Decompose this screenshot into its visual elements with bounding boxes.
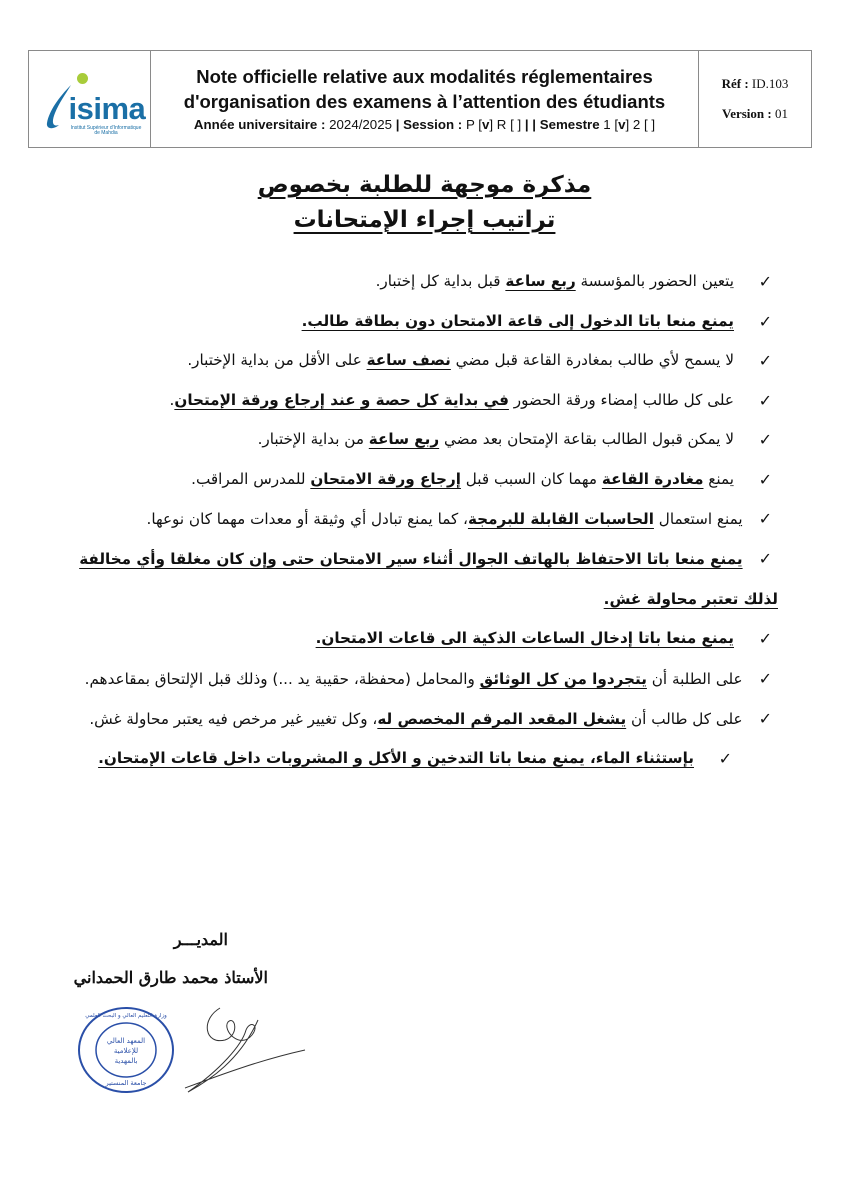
version-line [722, 106, 788, 122]
rule-emphasis: مغادرة القاعة [601, 469, 704, 488]
stamp-line-3: بالمهدية [114, 1057, 138, 1065]
logo-cell [29, 51, 151, 147]
rule-emphasis: في بداية كل حصة و عند إرجاع ورقة الإمتحان [174, 390, 509, 409]
handwritten-signature-icon [180, 1000, 310, 1100]
rule-emphasis: الحاسبات القابلة للبرمجة [467, 510, 654, 528]
rule-emphasis: بإستثناء الماء، يمنع منعا باتا التدخين و الأكل و المشروبات داخل قاعات الإمتحان. [98, 748, 694, 767]
session-p-mark: v [481, 116, 490, 132]
check-icon: ✓ [758, 668, 772, 688]
semestre-1: 1 [603, 116, 611, 132]
check-icon: ✓ [758, 311, 772, 331]
ref-line [722, 76, 789, 92]
rule-emphasis: يمنع منعا باتا الدخول إلى قاعة الامتحان دون بطاقة طالب. [301, 311, 734, 330]
isima-logo [35, 59, 145, 139]
rule-item [70, 302, 778, 342]
logo-wordmark: isima [68, 91, 146, 126]
version-value: 01 [774, 106, 788, 121]
ref-value: ID.103 [751, 76, 789, 91]
rule-text: على الأقل من بداية الإختبار. [187, 351, 367, 369]
rule-text: من بداية الإختبار. [257, 430, 369, 448]
rule-emphasis: يشغل المقعد المرقم المخصص له [377, 709, 627, 728]
check-icon: ✓ [758, 469, 772, 489]
document-header [28, 50, 812, 148]
rule-emphasis: يمنع منعا باتا الاحتفاظ بالهاتف الجوال أثناء سير الامتحان حتى وإن كان مغلقا وأي مخالفة لذلك تعتبر محاولة غش. [79, 550, 778, 608]
rule-emphasis: يمنع منعا باتا إدخال الساعات الذكية الى قاعات الامتحان. [315, 629, 734, 647]
rule-item [70, 539, 778, 619]
stamp-line-2: للإعلامية [113, 1047, 139, 1055]
director-name: الأستاذ محمد طارق الحمداني [73, 968, 268, 987]
semestre-1-mark: v [618, 116, 626, 132]
rule-item [70, 420, 778, 460]
rule-text: قبل بداية كل إختبار. [375, 272, 506, 290]
rule-item [70, 460, 778, 500]
rule-text: للمدرس المراقب. [191, 469, 311, 488]
rule-text: على كل طالب أن [626, 709, 743, 728]
session-p: P [465, 116, 475, 132]
header-title-cell [151, 51, 699, 147]
year-value: 2024/2025 [329, 116, 392, 132]
rule-text: لا يمكن قبول الطالب بقاعة الإمتحان بعد مضي [439, 430, 734, 448]
rule-item [70, 619, 778, 659]
year-label: Année universitaire : [193, 116, 326, 132]
rule-text: مهما كان السبب قبل [460, 469, 602, 488]
stamp-outer-text: وزارة التعليم العالي و البحث العلمي [85, 1013, 167, 1019]
check-icon: ✓ [718, 748, 732, 768]
header-title-line2: d'organisation des examens à l’attention des étudiants [183, 90, 666, 112]
rule-item [70, 262, 778, 302]
rules-list [70, 262, 778, 778]
ref-label: Réf : [721, 76, 749, 91]
rule-item [70, 341, 778, 381]
official-stamp-icon [76, 1005, 176, 1095]
session-label: Session : [403, 116, 463, 132]
check-icon: ✓ [758, 629, 772, 648]
logo-subtitle: Institut Supérieur d'Informatique de Mahdia [70, 125, 142, 136]
stamp-line-1: المعهد العالي [106, 1037, 146, 1045]
memo-title-line1: مذكرة موجهة للطلبة بخصوص [257, 172, 592, 198]
header-meta: Année universitaire : 2024/2025 | Session : P [v] R [ ] | | Semestre 1 [v] 2 [ ] [193, 116, 656, 132]
rule-item [70, 659, 778, 699]
check-icon: ✓ [758, 708, 772, 728]
rule-emphasis: يتجردوا من كل الوثائق [479, 669, 647, 688]
rule-text: . [169, 390, 175, 409]
memo-title [0, 168, 849, 238]
rule-text: يمنع استعمال [653, 510, 743, 528]
check-icon: ✓ [758, 549, 772, 568]
header-ref-cell [699, 51, 811, 147]
check-icon: ✓ [758, 272, 772, 291]
rule-text: لا يسمح لأي طالب بمغادرة القاعة قبل مضي [450, 351, 734, 369]
rule-text: على الطلبة أن [646, 669, 743, 688]
stamp-bottom-text: جامعة المنستير [105, 1079, 147, 1087]
director-title: المديـــر [173, 930, 228, 949]
rule-emphasis: ربع ساعة [505, 272, 576, 290]
rule-emphasis: نصف ساعة [366, 351, 451, 369]
rule-text: على كل طالب إمضاء ورقة الحضور [508, 390, 734, 409]
rule-text: ، وكل تغيير غير مرخص فيه يعتبر محاولة غش. [89, 709, 378, 728]
header-title-line1: Note officielle relative aux modalités réglementaires [196, 65, 653, 87]
check-icon: ✓ [758, 390, 772, 410]
check-icon: ✓ [758, 509, 772, 528]
rule-text: والمحامل (محفظة، حقيبة يد ...) وذلك قبل الإلتحاق بمقاعدهم. [84, 669, 480, 688]
rule-text: ، كما يمنع تبادل أي وثيقة أو معدات مهما كان نوعها. [146, 510, 468, 528]
rule-text: يمنع [703, 469, 734, 488]
memo-title-line2: تراتيب إجراء الإمتحانات [293, 207, 556, 233]
session-r-mark [514, 117, 518, 132]
semestre-label: Semestre [539, 116, 600, 132]
check-icon: ✓ [758, 351, 772, 370]
rule-emphasis: إرجاع ورقة الامتحان [310, 469, 461, 488]
rule-item [70, 381, 778, 421]
check-icon: ✓ [758, 430, 772, 449]
rule-item [70, 739, 778, 779]
rule-text: يتعين الحضور بالمؤسسة [575, 272, 734, 290]
rule-emphasis: ربع ساعة [368, 430, 440, 448]
rule-item [70, 499, 778, 539]
semestre-2: 2 [632, 116, 641, 132]
rule-item [70, 699, 778, 739]
session-r: R [496, 116, 507, 132]
version-label: Version : [722, 106, 772, 121]
semestre-2-mark [648, 117, 652, 132]
